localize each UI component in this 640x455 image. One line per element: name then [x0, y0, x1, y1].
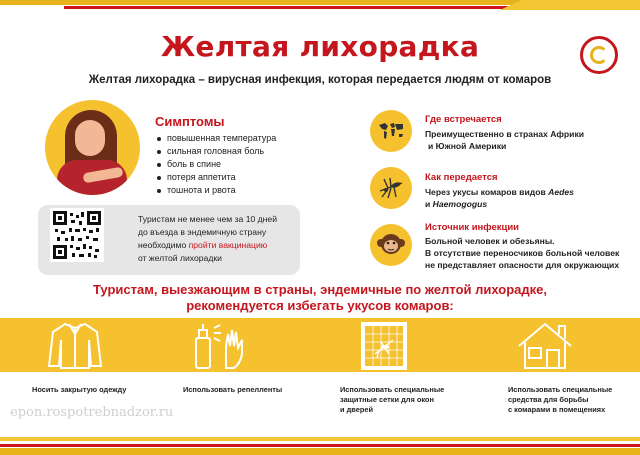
jacket-icon — [45, 320, 105, 372]
how-text: Через укусы комаров видов Aedes и Haemogogus — [425, 187, 574, 209]
symptoms-heading: Симптомы — [155, 114, 225, 129]
source-text: Больной человек и обезьяны. В отсутствие переносчиков больной человек не представляет опасности для окружающих — [425, 236, 620, 270]
symptom-item: тошнота и рвота — [155, 184, 276, 197]
symptom-item: сильная головная боль — [155, 145, 276, 158]
tip-label-nets: Использовать специальные защитные сетки для окон и дверей — [340, 385, 445, 414]
tip-label-clothing: Носить закрытую одежду — [32, 385, 127, 394]
repellent-spray-icon — [190, 320, 250, 372]
monkey-icon — [370, 224, 412, 266]
top-right-accent — [500, 0, 640, 10]
vaccination-text: Туристам не менее чем за 10 дней до въезда в эндемичную страну необходимо пройти вакцинацию от желтой лихорадки — [138, 214, 277, 263]
vaccination-highlight: пройти вакцинацию — [188, 240, 268, 250]
mosquito-icon — [370, 167, 412, 209]
tip-label-repellents: Использовать репелленты — [183, 385, 283, 394]
page-title: Желтая лихорадка — [160, 30, 480, 63]
sick-woman-illustration — [45, 100, 140, 195]
symptom-item: потеря аппетита — [155, 171, 276, 184]
symptom-item: боль в спине — [155, 158, 276, 171]
page-subtitle: Желтая лихорадка – вирусная инфекция, которая передается людям от комаров — [88, 74, 552, 86]
tip-label-indoor: Использовать специальные средства для борьбы с комарами в помещениях — [508, 385, 613, 414]
where-text: Преимущественно в странах Африки и Южной Америки — [425, 129, 585, 151]
world-map-icon — [370, 110, 412, 152]
symptom-item: повышенная температура — [155, 132, 276, 145]
bottom-stripe-yellow — [0, 437, 640, 441]
source-heading: Источник инфекции — [425, 222, 520, 233]
bottom-stripe-gold — [0, 448, 640, 455]
bottom-stripe-red — [0, 444, 640, 447]
where-heading: Где встречается — [425, 114, 502, 125]
qr-code-icon — [53, 211, 101, 259]
mosquito-net-icon — [355, 320, 415, 372]
source-url-watermark: epon.rospotrebnadzor.ru — [10, 405, 174, 420]
how-heading: Как передается — [425, 172, 498, 183]
recommendation-heading: Туристам, выезжающим в страны, эндемичные по желтой лихорадке, рекомендуется избегать укусов комаров: — [92, 282, 547, 313]
symptoms-list — [155, 132, 276, 197]
house-icon — [515, 320, 575, 372]
qr-code[interactable] — [50, 208, 104, 262]
rospotrebnadzor-logo — [580, 36, 618, 74]
